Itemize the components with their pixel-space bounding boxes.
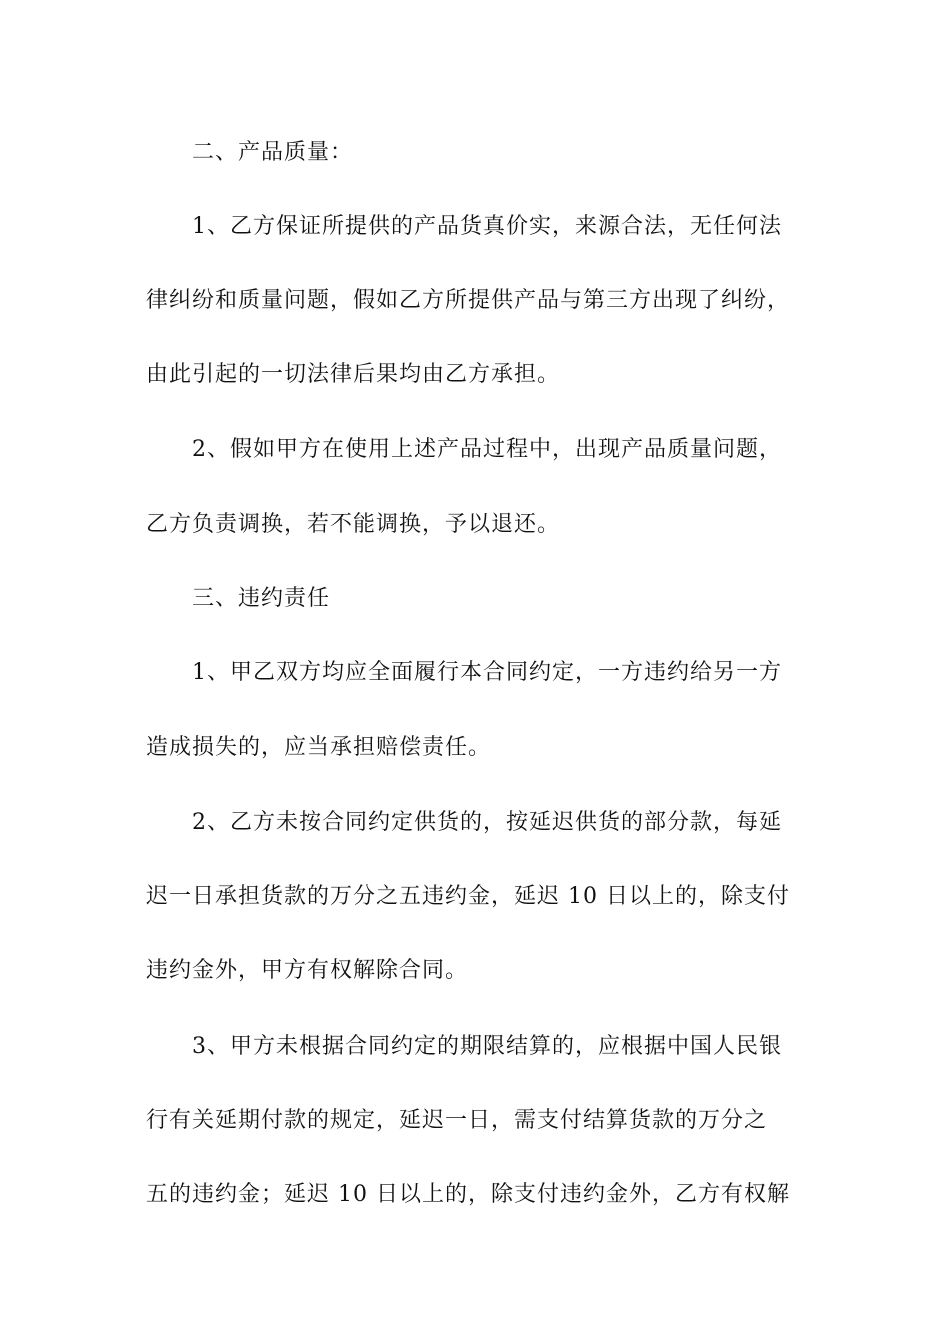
paragraph-line: 1、乙方保证所提供的产品货真价实，来源合法，无任何法 (192, 214, 782, 239)
paragraph-line: 乙方负责调换，若不能调换，予以退还。 (146, 512, 561, 537)
paragraph-line: 1、甲乙双方均应全面履行本合同约定，一方违约给另一方 (192, 660, 782, 685)
paragraph-line: 3、甲方未根据合同约定的期限结算的，应根据中国人民银 (192, 1034, 782, 1059)
paragraph-line: 2、乙方未按合同约定供货的，按延迟供货的部分款，每延 (192, 810, 782, 835)
paragraph-line: 行有关延期付款的规定，延迟一日，需支付结算货款的万分之 (146, 1108, 768, 1133)
paragraph-line: 2、假如甲方在使用上述产品过程中，出现产品质量问题， (192, 437, 782, 462)
paragraph-line: 律纠纷和质量问题，假如乙方所提供产品与第三方出现了纠纷， (146, 288, 791, 313)
paragraph-line: 违约金外，甲方有权解除合同。 (146, 958, 469, 983)
paragraph-line: 迟一日承担货款的万分之五违约金，延迟 10 日以上的，除支付 (146, 884, 790, 909)
section-heading-quality: 二、产品质量： (192, 140, 354, 165)
section-heading-liability: 三、违约责任 (192, 586, 331, 611)
paragraph-line: 造成损失的，应当承担赔偿责任。 (146, 735, 492, 760)
paragraph-line: 五的违约金；延迟 10 日以上的，除支付违约金外，乙方有权解 (146, 1182, 790, 1207)
paragraph-line: 由此引起的一切法律后果均由乙方承担。 (146, 362, 561, 387)
